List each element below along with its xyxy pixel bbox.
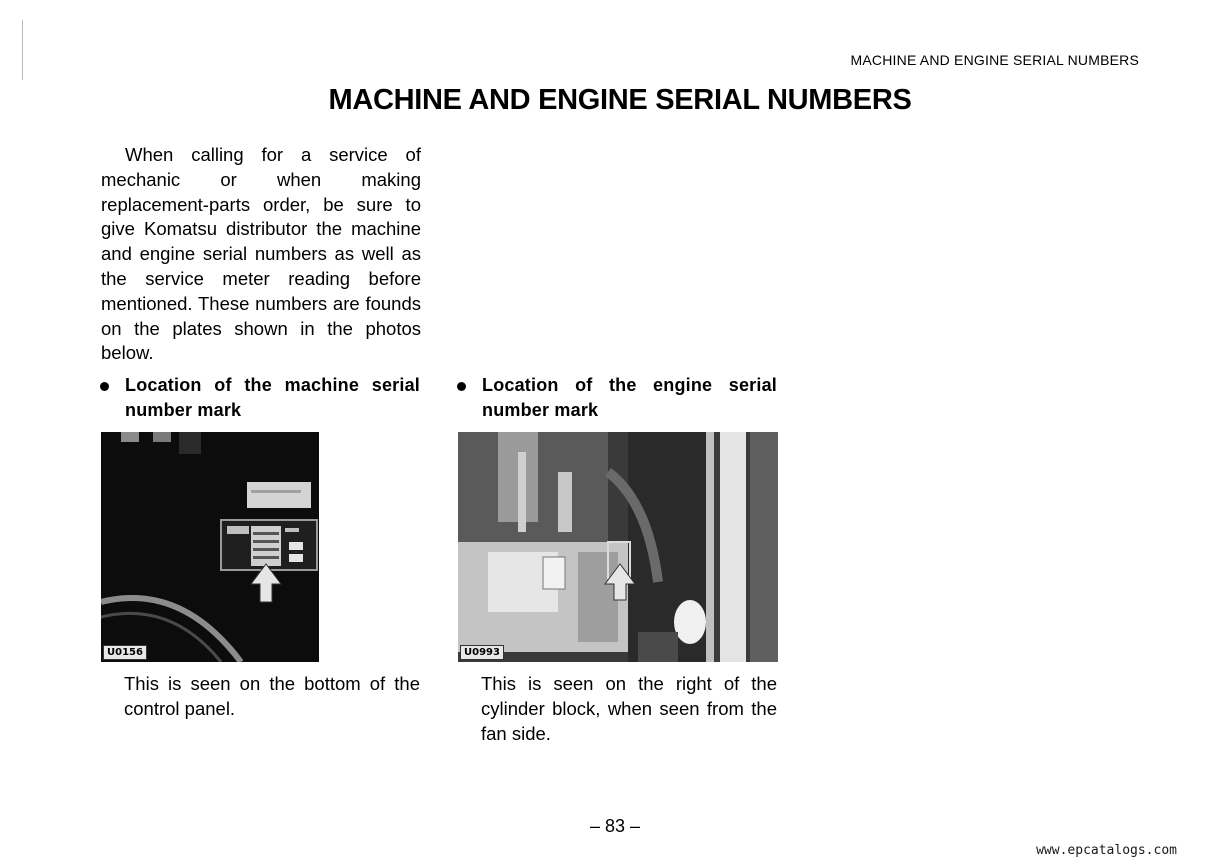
- bullet-icon: [457, 382, 466, 391]
- page-title: MACHINE AND ENGINE SERIAL NUMBERS: [328, 84, 912, 116]
- page-number: – 83 –: [590, 816, 641, 836]
- bullet-icon: [100, 382, 109, 391]
- scan-edge-line: [22, 20, 23, 80]
- machine-serial-caption: This is seen on the bottom of the control panel.: [124, 673, 420, 719]
- running-header: MACHINE AND ENGINE SERIAL NUMBERS: [850, 52, 1139, 68]
- machine-serial-section: [98, 373, 420, 722]
- intro-paragraph: When calling for a service of mechanic or when making replacement-parts order, be sure to give Komatsu distributor the machine and engine serial numbers as well as the service meter reading before mentioned. These numbers are founds on the plates shown in the photos below.: [101, 144, 421, 364]
- engine-serial-photo: [458, 432, 778, 662]
- machine-serial-heading: [98, 373, 420, 422]
- engine-photo-code: U0993: [460, 645, 504, 660]
- control-panel-photo: [101, 432, 319, 662]
- machine-photo-code: U0156: [103, 645, 147, 660]
- watermark-url: www.epcatalogs.com: [1036, 843, 1177, 858]
- engine-serial-caption: This is seen on the right of the cylinder block, when seen from the fan side.: [481, 673, 777, 744]
- engine-serial-section: [455, 373, 777, 746]
- engine-photo: [458, 432, 778, 662]
- engine-serial-heading: [455, 373, 777, 422]
- machine-serial-photo: [101, 432, 319, 662]
- machine-serial-heading-text: Location of the machine serial number mark: [125, 375, 420, 420]
- engine-serial-heading-text: Location of the engine serial number mark: [482, 375, 777, 420]
